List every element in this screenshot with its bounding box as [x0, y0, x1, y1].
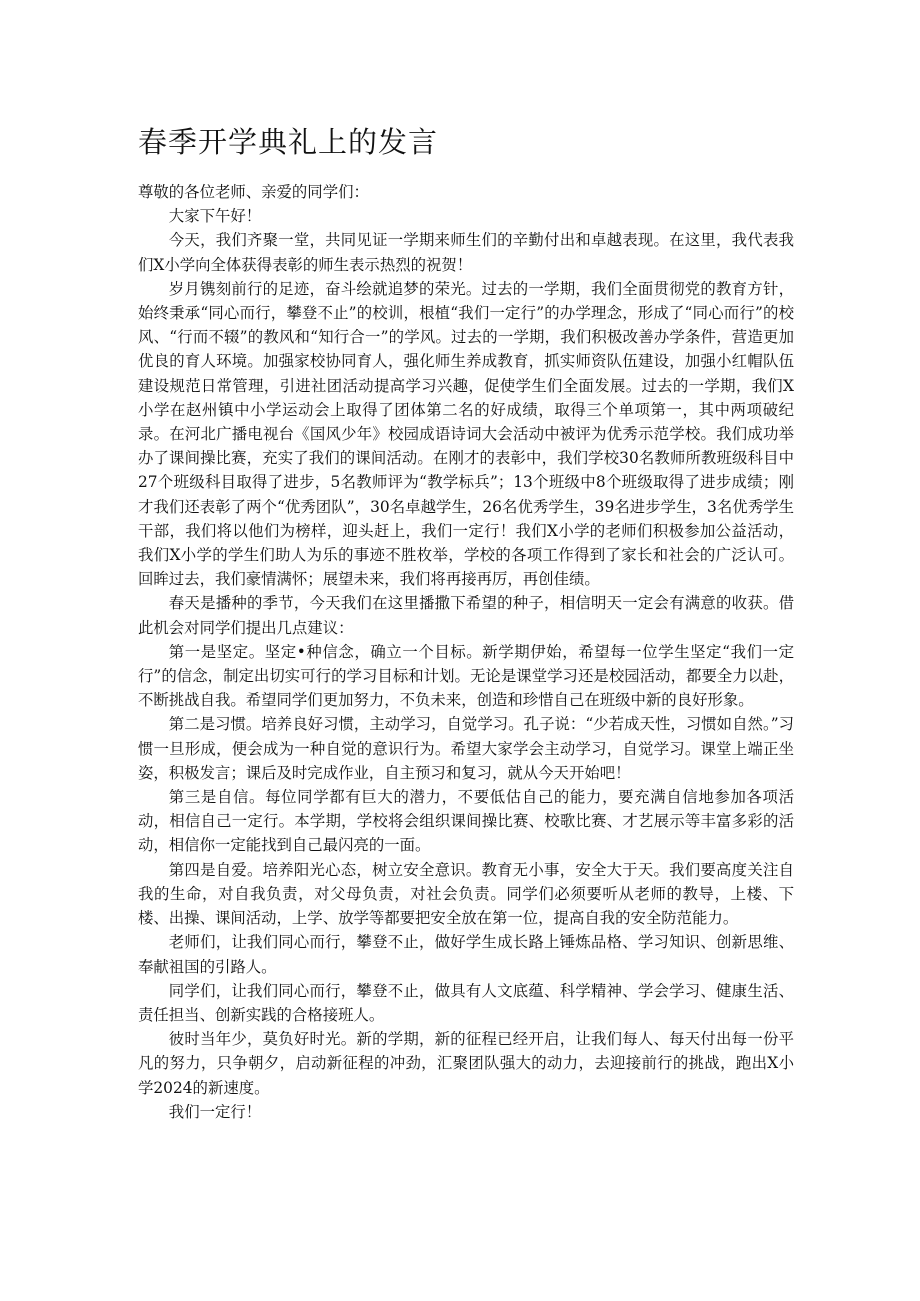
paragraph-congratulations: 今天，我们齐聚一堂，共同见证一学期来师生们的辛勤付出和卓越表现。在这里，我代表我们X小学向全体获得表彰的师生表示热烈的祝贺！	[138, 231, 794, 274]
paragraph-point-1: 第一是坚定。坚定•种信念，确立一个目标。新学期伊始，希望每一位学生坚定“我们一定行”的信念，制定出切实可行的学习目标和计划。无论是课堂学习还是校园活动，都要全力以赴，不断挑战自我。希望同学们更加努力，不负未来，创造和珍惜自己在班级中新的良好形象。	[138, 642, 794, 710]
paragraph-new-term: 彼时当年少，莫负好时光。新的学期，新的征程已经开启，让我们每人、每天付出每一份平凡的努力，只争朝夕，启动新征程的冲劲，汇聚团队强大的动力，去迎接前行的挑战，跑出X小学2024的新速度。	[138, 1030, 794, 1097]
paragraph-closing: 我们一定行！	[168, 1102, 262, 1121]
paragraph-point-4: 第四是自爱。培养阳光心态，树立安全意识。教育无小事，安全大于天。我们要高度关注自我的生命，对自我负责，对父母负责，对社会负责。同学们必须要听从老师的教导，上楼、下楼、出操、课间活动，上学、放学等都要把安全放在第一位，提高自我的安全防范能力。	[138, 860, 794, 928]
paragraph-teachers: 老师们，让我们同心而行，攀登不止，做好学生成长路上锤炼品格、学习知识、创新思维、奉献祖国的引路人。	[138, 933, 794, 976]
salutation: 尊敬的各位老师、亲爱的同学们：	[138, 183, 369, 201]
paragraph-review: 岁月镌刻前行的足迹，奋斗绘就追梦的荣光。过去的一学期，我们全面贯彻党的教育方针，始终秉承“同心而行，攀登不止”的校训，根植“我们一定行”的办学理念，形成了“同心而行”的校风、“行而不辍”的教风和“知行合一”的学风。过去的一学期，我们积极改善办学条件，营造更加优良的育人环境。加强家校协同育人，强化师生养成教育，抓实师资队伍建设，加强小红帽队伍建设规范日常管理，引进社团活动提高学习兴趣，促使学生们全面发展。过去的一学期，我们X小学在赵州镇中小学运动会上取得了团体第二名的好成绩，取得三个单项第一，其中两项破纪录。在河北广播电视台《国风少年》校园成语诗词大会活动中被评为优秀示范学校。我们成功举办了课间操比赛，充实了我们的课间活动。在刚才的表彰中，我们学校30名教师所教班级科目中27个班级科目取得了进步，5名教师评为“教学标兵”；13个班级中8个班级取得了进步成绩；刚才我们还表彰了两个“优秀团队”，30名卓越学生，26名优秀学生，39名进步学生，3名优秀学生干部，我们将以他们为榜样，迎头赶上，我们一定行！我们X小学的老师们积极参加公益活动，我们X小学的学生们助人为乐的事迹不胜枚举，学校的各项工作得到了家长和社会的广泛认可。回眸过去，我们豪情满怀；展望未来，我们将再接再厉，再创佳绩。	[138, 279, 794, 589]
paragraph-point-2: 第二是习惯。培养良好习惯，主动学习，自觉学习。孔子说：“少若成天性，习惯如自然。”习惯一旦形成，便会成为一种自觉的意识行为。希望大家学会主动学习，自觉学习。课堂上端正坐姿，积极发言；课后及时完成作业，自主预习和复习，就从今天开始吧！	[138, 715, 794, 782]
document-page	[138, 120, 794, 1124]
paragraph-spring: 春天是播种的季节，今天我们在这里播撒下希望的种子，相信明天一定会有满意的收获。借此机会对同学们提出几点建议：	[138, 594, 794, 637]
paragraph-greeting: 大家下午好！	[168, 207, 262, 226]
paragraph-students: 同学们，让我们同心而行，攀登不止，做具有人文底蕴、科学精神、学会学习、健康生活、责任担当、创新实践的合格接班人。	[138, 981, 794, 1024]
document-body	[138, 180, 794, 1124]
paragraph-point-3: 第三是自信。每位同学都有巨大的潜力，不要低估自己的能力，要充满自信地参加各项活动，相信自己一定行。本学期，学校将会组织课间操比赛、校歌比赛、才艺展示等丰富多彩的活动，相信你一定能找到自己最闪亮的一面。	[138, 788, 794, 855]
document-title: 春季开学典礼上的发言	[138, 125, 439, 159]
